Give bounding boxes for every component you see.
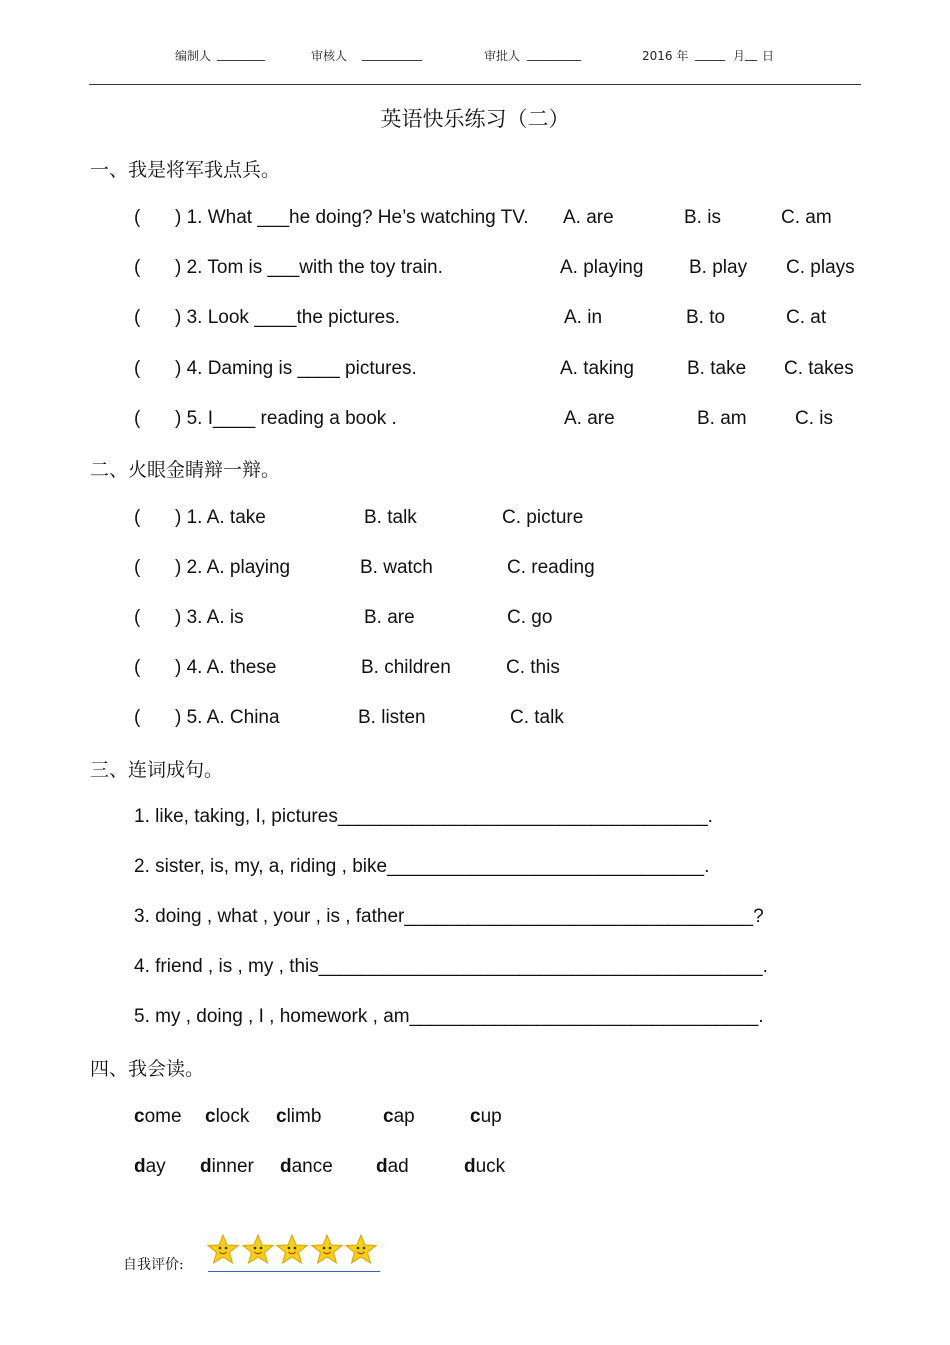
option-c: C. talk (510, 707, 564, 728)
phonics-rest: ance (291, 1156, 333, 1177)
phonics-rest: inner (211, 1156, 254, 1177)
approver-blank: _________ (527, 47, 581, 61)
option-c: C. am (781, 207, 832, 228)
option-b: B. am (697, 408, 747, 429)
option-b: B. take (687, 358, 747, 379)
option-b: B. is (684, 207, 721, 228)
phonics-letter: d (200, 1156, 212, 1177)
option-c: C. at (786, 307, 827, 328)
section1-heading: 一、我是将军我点兵。 (90, 159, 281, 181)
option-a: ) 2. A. playing (175, 557, 291, 578)
sentence-words: 5. my , doing , I , homework , am (134, 1006, 410, 1027)
section4-heading: 四、我会读。 (90, 1058, 205, 1080)
evaluation-underline (208, 1271, 380, 1272)
sentence-end: . (758, 1006, 764, 1027)
star-icon[interactable] (207, 1233, 239, 1265)
day-blank: __ (745, 47, 757, 61)
answer-paren[interactable]: ( (134, 707, 141, 728)
phonics-rest: uck (475, 1156, 506, 1177)
star-icon[interactable] (311, 1233, 343, 1265)
phonics-word (200, 1156, 254, 1178)
phonics-word (134, 1156, 166, 1178)
option-b: B. play (689, 257, 748, 278)
star-icon[interactable] (276, 1233, 308, 1265)
answer-blank[interactable]: __________________________________________ (318, 956, 763, 977)
phonics-rest: ay (145, 1156, 166, 1177)
answer-paren[interactable]: ( (134, 657, 141, 678)
option-a: A. playing (560, 257, 644, 278)
option-a: ) 5. A. China (175, 707, 280, 728)
option-b: B. to (686, 307, 726, 328)
answer-blank[interactable]: ______________________________ (387, 856, 705, 877)
option-b: B. are (364, 607, 415, 628)
option-c: C. takes (784, 358, 854, 379)
reviewer-blank: __________ (362, 47, 422, 61)
option-b: B. talk (364, 507, 417, 528)
reviewer-label: 审核人 (311, 49, 348, 63)
phonics-word (470, 1106, 502, 1128)
sentence-words: 2. sister, is, my, a, riding , bike (134, 856, 388, 877)
phonics-word (464, 1156, 505, 1178)
phonics-rest: ome (144, 1106, 182, 1127)
self-evaluation-label: 自我评价: (123, 1257, 184, 1273)
day-label: 日 (762, 49, 775, 63)
section3-heading: 三、连词成句。 (90, 759, 224, 781)
phonics-letter: c (276, 1106, 287, 1127)
phonics-rest: ap (393, 1106, 415, 1127)
sentence-item (134, 1006, 764, 1028)
answer-paren[interactable]: ( (134, 557, 141, 578)
answer-blank[interactable]: _________________________________ (404, 906, 754, 927)
editor-label: 编制人 (175, 49, 212, 63)
phonics-rest: up (480, 1106, 502, 1127)
approver-label: 审批人 (484, 49, 521, 63)
phonics-letter: c (383, 1106, 394, 1127)
option-a: ) 1. A. take (175, 507, 266, 528)
question-text: ) 4. Daming is ____ pictures. (175, 358, 417, 379)
option-c: C. is (795, 408, 833, 429)
option-c: C. picture (502, 507, 584, 528)
phonics-word (383, 1106, 415, 1128)
phonics-letter: d (464, 1156, 476, 1177)
option-a: A. taking (560, 358, 634, 379)
phonics-word (205, 1106, 249, 1128)
sentence-words: 3. doing , what , your , is , father (134, 906, 405, 927)
answer-blank[interactable]: _________________________________ (409, 1006, 759, 1027)
phonics-letter: d (280, 1156, 292, 1177)
page-title: 英语快乐练习（二） (380, 107, 570, 131)
phonics-word (280, 1156, 333, 1178)
option-c: C. reading (507, 557, 595, 578)
option-a: A. are (564, 408, 615, 429)
question-text: ) 3. Look ____the pictures. (175, 307, 400, 328)
sentence-item (134, 956, 768, 978)
option-b: B. children (361, 657, 451, 678)
year-label: 2016 年 (642, 49, 689, 63)
phonics-word (134, 1106, 182, 1128)
option-a: ) 4. A. these (175, 657, 277, 678)
phonics-word (376, 1156, 409, 1178)
star-icon[interactable] (345, 1233, 377, 1265)
answer-paren[interactable]: ( (134, 607, 141, 628)
phonics-letter: d (134, 1156, 146, 1177)
section2-heading: 二、火眼金睛辩一辩。 (90, 459, 281, 481)
phonics-letter: c (470, 1106, 481, 1127)
option-b: B. listen (358, 707, 426, 728)
sentence-item (134, 906, 764, 928)
question-text: ) 5. I____ reading a book . (175, 408, 397, 429)
phonics-rest: limb (286, 1106, 322, 1127)
option-a: A. are (563, 207, 614, 228)
phonics-letter: c (205, 1106, 216, 1127)
phonics-word (276, 1106, 321, 1128)
answer-paren[interactable]: ( (134, 507, 141, 528)
editor-blank: ________ (217, 47, 265, 61)
option-c: C. go (507, 607, 553, 628)
answer-blank[interactable]: ___________________________________ (337, 806, 708, 827)
question-text: ) 2. Tom is ___with the toy train. (175, 257, 443, 278)
sentence-item (134, 806, 713, 828)
answer-paren[interactable]: ( (134, 257, 141, 278)
answer-paren[interactable]: ( (134, 408, 141, 429)
sentence-end: ? (753, 906, 764, 927)
answer-paren[interactable]: ( (134, 358, 141, 379)
answer-paren[interactable]: ( (134, 207, 141, 228)
month-blank: _____ (695, 47, 725, 61)
option-a: ) 3. A. is (175, 607, 244, 628)
option-c: C. plays (786, 257, 855, 278)
sentence-item (134, 856, 709, 878)
star-icon[interactable] (242, 1233, 274, 1265)
option-c: C. this (506, 657, 560, 678)
month-label: 月 (733, 49, 746, 63)
answer-paren[interactable]: ( (134, 307, 141, 328)
header-divider (89, 84, 861, 85)
sentence-words: 1. like, taking, I, pictures (134, 806, 338, 827)
sentence-words: 4. friend , is , my , this (134, 956, 319, 977)
phonics-rest: ad (387, 1156, 409, 1177)
question-text: ) 1. What ___he doing? He’s watching TV. (175, 207, 529, 228)
phonics-letter: c (134, 1106, 145, 1127)
sentence-end: . (707, 806, 713, 827)
option-a: A. in (564, 307, 603, 328)
option-b: B. watch (360, 557, 433, 578)
sentence-end: . (704, 856, 710, 877)
phonics-letter: d (376, 1156, 388, 1177)
phonics-rest: lock (215, 1106, 250, 1127)
sentence-end: . (762, 956, 768, 977)
